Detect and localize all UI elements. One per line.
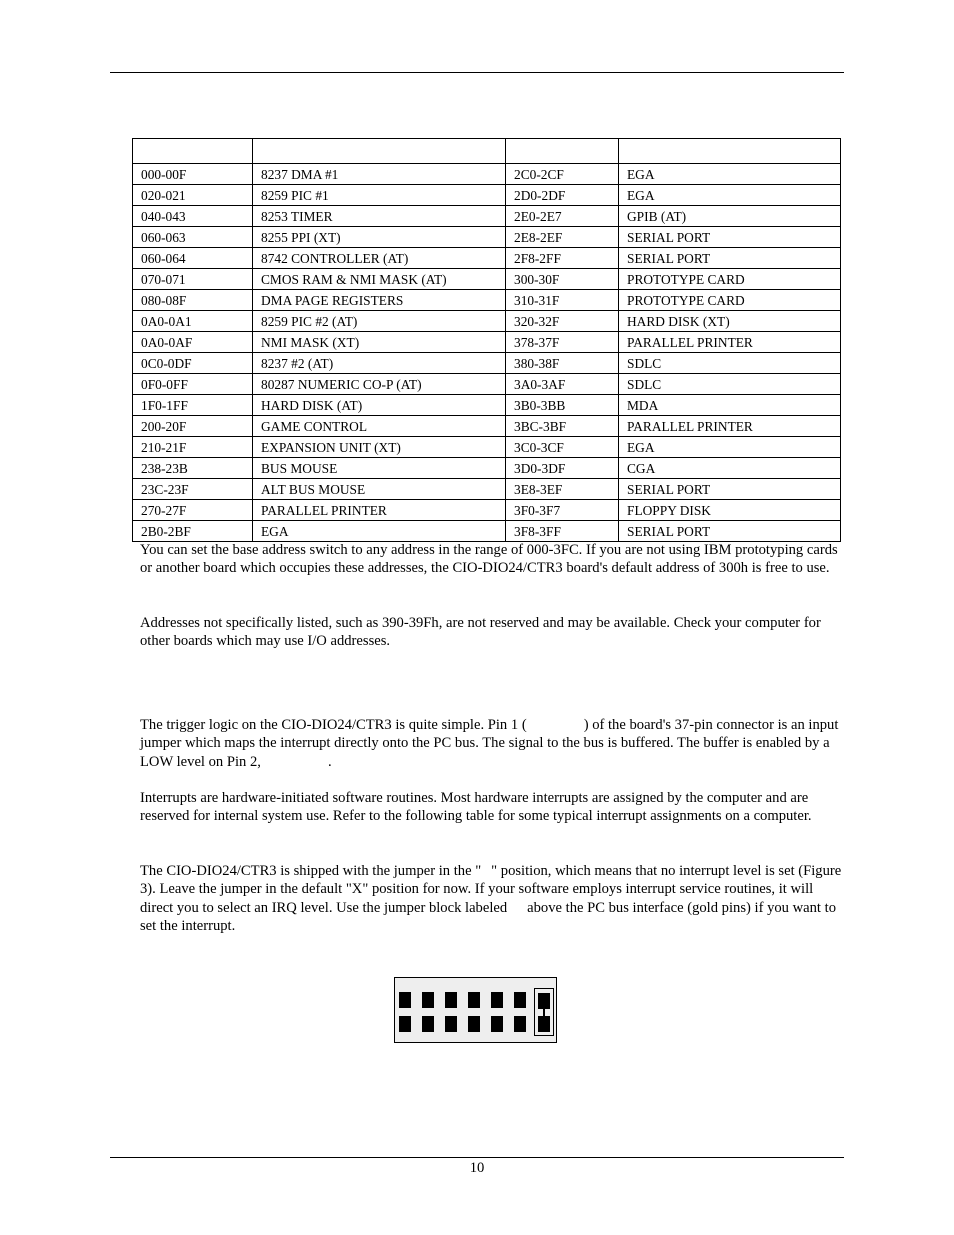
table-row [133,290,841,311]
table-row [133,206,841,227]
table-cell: 200-20F [133,416,253,437]
table-cell: 3E8-3EF [506,479,619,500]
table-cell: 0C0-0DF [133,353,253,374]
table-cell: FLOPPY DISK [619,500,841,521]
jumper-pin [445,992,457,1008]
trigger-text-1: The trigger logic on the CIO-DIO24/CTR3 is quite simple. Pin 1 ( [140,717,527,733]
table-cell: 0F0-0FF [133,374,253,395]
header-cell [253,139,506,164]
table-body [133,164,841,542]
jumper-pin [514,992,526,1008]
jumper-pin [399,992,411,1008]
table-cell: 378-37F [506,332,619,353]
table-cell: 2B0-2BF [133,521,253,542]
table-cell: 2C0-2CF [506,164,619,185]
table-cell: SDLC [619,374,841,395]
table-cell: HARD DISK (AT) [253,395,506,416]
paragraph-unlisted-addresses: Addresses not specifically listed, such as 390-39Fh, are not reserved and may be available. Check your computer for other boards which may use I/O addresses. [140,615,821,650]
table-cell: PARALLEL PRINTER [253,500,506,521]
jumper-pin [514,1016,526,1032]
jumper-pin [445,1016,457,1032]
table-cell: 2E8-2EF [506,227,619,248]
table-cell: SERIAL PORT [619,479,841,500]
table-row [133,311,841,332]
paragraph-jumper-default [140,862,844,935]
table-cell: 8259 PIC #2 (AT) [253,311,506,332]
table-cell: EGA [253,521,506,542]
table-cell: 3A0-3AF [506,374,619,395]
paragraph-base-address: You can set the base address switch to any address in the range of 000-3FC. If you are not using IBM prototyping cards or another board which occupies these addresses, the CIO-DIO24/CTR3 board's default address of 300h is free to use. [140,542,838,577]
table-cell: 310-31F [506,290,619,311]
jumper-pin [491,992,503,1008]
table-cell: 060-063 [133,227,253,248]
table-row [133,458,841,479]
table-cell: SERIAL PORT [619,227,841,248]
table-cell: 3C0-3CF [506,437,619,458]
io-address-table [132,138,841,542]
table-cell: 3D0-3DF [506,458,619,479]
jumper-pin [491,1016,503,1032]
header-cell [619,139,841,164]
table-cell: 3F0-3F7 [506,500,619,521]
table-cell: 8742 CONTROLLER (AT) [253,248,506,269]
jumper-pin [538,993,550,1009]
table-cell: 060-064 [133,248,253,269]
irq-jumper-block [394,977,557,1043]
table-cell: 2D0-2DF [506,185,619,206]
table-row [133,479,841,500]
table-cell: 238-23B [133,458,253,479]
trigger-text-2: ) of the board's 37-pin connector is an input jumper which maps the interrupt directly onto the PC bus. The signal to the bus is buffered. The buffer is enabled by a LOW level on Pin 2, [140,717,839,770]
table-cell: 8237 DMA #1 [253,164,506,185]
table-cell: 0A0-0AF [133,332,253,353]
table-row [133,332,841,353]
jumper-pin [422,1016,434,1032]
table-cell: ALT BUS MOUSE [253,479,506,500]
table-cell: 8253 TIMER [253,206,506,227]
jumper-pin [468,1016,480,1032]
footer-rule [110,1157,844,1158]
table-cell: 270-27F [133,500,253,521]
table-cell: EGA [619,164,841,185]
table-row [133,353,841,374]
shunt-link [543,1008,545,1018]
table-cell: DMA PAGE REGISTERS [253,290,506,311]
trigger-text-3: . [327,753,332,770]
table-row [133,374,841,395]
table-cell: EGA [619,437,841,458]
page-number: 10 [469,1160,485,1176]
table-cell: NMI MASK (XT) [253,332,506,353]
jumper-pin [399,1016,411,1032]
table-row [133,437,841,458]
table-cell: CGA [619,458,841,479]
table-row [133,500,841,521]
table-row [133,227,841,248]
table-cell: PROTOTYPE CARD [619,290,841,311]
table-cell: PARALLEL PRINTER [619,416,841,437]
table-cell: 070-071 [133,269,253,290]
table-row [133,269,841,290]
table-row [133,248,841,269]
table-cell: MDA [619,395,841,416]
table-cell: 040-043 [133,206,253,227]
table-cell: PARALLEL PRINTER [619,332,841,353]
table-cell: SDLC [619,353,841,374]
table-cell: CMOS RAM & NMI MASK (AT) [253,269,506,290]
table-cell: GAME CONTROL [253,416,506,437]
table-cell: EXPANSION UNIT (XT) [253,437,506,458]
jumper-pin [468,992,480,1008]
jumper-shunt [534,988,554,1036]
table-cell: 2E0-2E7 [506,206,619,227]
jumper-text-1: The CIO-DIO24/CTR3 is shipped with the jumper in the " [140,863,482,879]
table-cell: 80287 NUMERIC CO-P (AT) [253,374,506,395]
table-cell: 8255 PPI (XT) [253,227,506,248]
table-row [133,395,841,416]
jumper-pin [538,1016,550,1032]
table-cell: 2F8-2FF [506,248,619,269]
jumper-text-3: above the PC bus interface (gold pins) if you want to set the interrupt. [140,899,836,934]
header-cell [506,139,619,164]
table-cell: EGA [619,185,841,206]
table-row [133,416,841,437]
table-cell: 300-30F [506,269,619,290]
table-cell: HARD DISK (XT) [619,311,841,332]
table-cell: 320-32F [506,311,619,332]
table-cell: 380-38F [506,353,619,374]
table-cell: 8237 #2 (AT) [253,353,506,374]
table-cell: 3BC-3BF [506,416,619,437]
table-cell: SERIAL PORT [619,248,841,269]
table-cell: PROTOTYPE CARD [619,269,841,290]
table-cell: 000-00F [133,164,253,185]
table-cell: 020-021 [133,185,253,206]
table-cell: 3B0-3BB [506,395,619,416]
table-row [133,185,841,206]
jumper-pin [422,992,434,1008]
header-cell [133,139,253,164]
table-cell: GPIB (AT) [619,206,841,227]
table-row [133,164,841,185]
jumper-text-2: " position, which means that no interrupt level is set (Figure 3). Leave the jumper in the default "X" position for now. If your software employs interrupt service routines, it will direct you to select an IRQ level. Use the jumper block labeled [140,863,842,916]
table-cell: 23C-23F [133,479,253,500]
paragraph-interrupts: Interrupts are hardware-initiated software routines. Most hardware interrupts are assigned by the computer and are reserved for internal system use. Refer to the following table for some typical interrupt assignments on a computer. [140,790,812,825]
table-cell: BUS MOUSE [253,458,506,479]
table-cell: 1F0-1FF [133,395,253,416]
table-cell: 0A0-0A1 [133,311,253,332]
table-cell: 8259 PIC #1 [253,185,506,206]
table-cell: 3F8-3FF [506,521,619,542]
table-cell: SERIAL PORT [619,521,841,542]
table-row [133,521,841,542]
table-header-row [133,139,841,164]
table-cell: 080-08F [133,290,253,311]
table-cell: 210-21F [133,437,253,458]
paragraph-trigger-logic [140,716,844,771]
header-rule [110,72,844,73]
